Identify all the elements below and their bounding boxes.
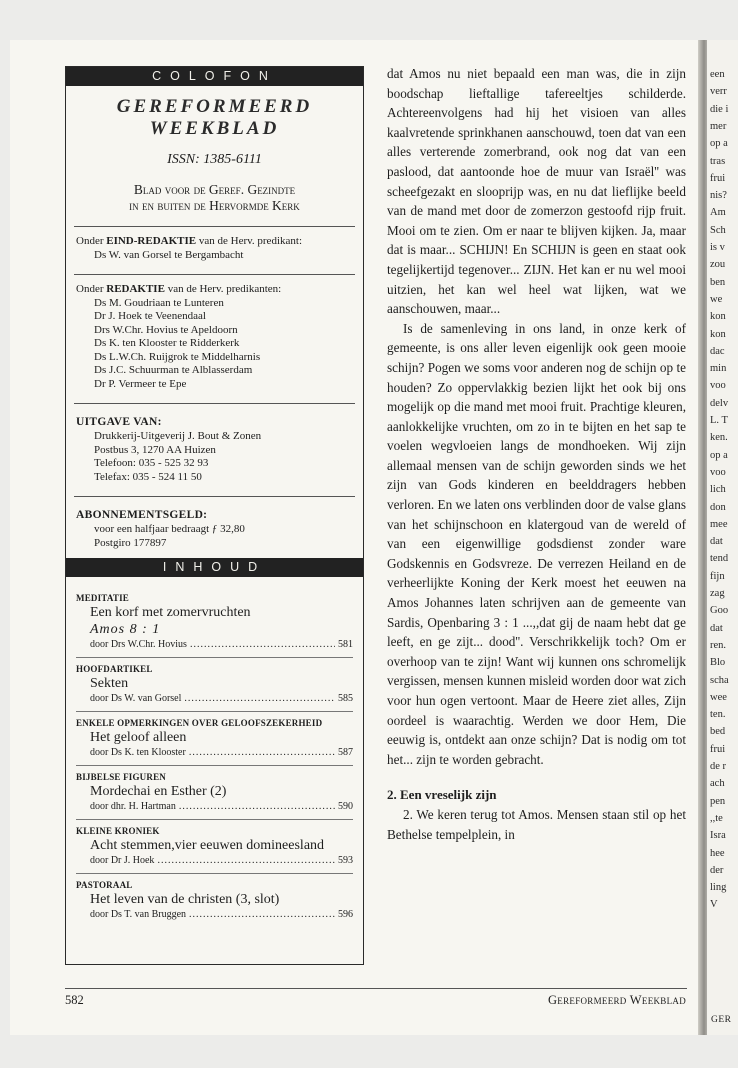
eind-prefix: Onder [76, 235, 104, 247]
toc-category: ENKELE OPMERKINGEN OVER GELOOFSZEKERHEID [76, 718, 323, 728]
next-page-fragment: Isra [710, 830, 726, 842]
abonnement-line: voor een halfjaar bedraagt ƒ 32,80 [94, 523, 245, 535]
toc-item[interactable] [76, 587, 353, 658]
next-page-fragment: op a [710, 449, 728, 461]
toc-leader [190, 638, 335, 652]
red-label: REDAKTIE [106, 283, 165, 295]
toc-leader [184, 692, 335, 706]
toc-leader [179, 800, 335, 814]
next-page-fragment: tend [710, 553, 729, 565]
abonnement-label: ABONNEMENTSGELD: [76, 509, 208, 521]
uitgave-line: Postbus 3, 1270 AA Huizen [94, 443, 216, 456]
toc-leader [157, 854, 335, 868]
toc-author-line [76, 854, 353, 868]
eind-label: EIND-REDAKTIE [106, 235, 197, 247]
next-page-fragment: frui [710, 743, 726, 755]
toc-leader [189, 746, 335, 760]
next-page-fragment: bed [710, 726, 726, 738]
toc-title: Mordechai en Esther (2) [90, 784, 227, 799]
next-page-fragment: ben [710, 276, 726, 288]
next-page-fragment: delv [710, 397, 729, 409]
toc-title: Een korf met zomervruchten [90, 605, 251, 620]
toc-page: 593 [338, 855, 353, 866]
next-page-fragment: dat [710, 622, 723, 634]
toc-author: door Ds K. ten Klooster [90, 747, 186, 758]
next-page-fragment: de r [710, 761, 727, 772]
next-page-fragment: der [710, 864, 724, 876]
toc-page: 581 [338, 639, 353, 650]
toc-author: door Drs W.Chr. Hovius [90, 639, 187, 650]
next-page-fragment: kon [710, 311, 726, 323]
next-page-fragment: ten. [710, 709, 726, 721]
toc-subtitle: Amos 8 : 1 [90, 622, 161, 637]
subtitle-line1: Blad voor de Geref. Gezindte [133, 182, 296, 197]
next-page-fragment: die i [710, 103, 729, 115]
toc-page: 596 [338, 909, 353, 920]
uitgave-line: Drukkerij-Uitgeverij J. Bout & Zonen [94, 430, 262, 442]
next-page-fragment: V [710, 899, 718, 911]
toc-author: door Ds T. van Bruggen [90, 909, 187, 920]
next-page-fragment: pen [710, 795, 726, 807]
toc-item[interactable] [76, 658, 353, 712]
next-page-fragment: Am [710, 207, 726, 219]
redaktie [76, 283, 353, 391]
table-of-contents [76, 587, 353, 927]
redaktie-member: Ds M. Goudriaan te Lunteren [94, 296, 224, 309]
article-column [387, 64, 686, 844]
redaktie-member: Dr P. Vermeer te Epe [94, 377, 187, 390]
section-heading: 2. Een vreselijk zijn [387, 787, 497, 803]
next-page-fragment: mer [710, 120, 727, 132]
toc-item[interactable] [76, 712, 353, 766]
next-page-fragment: zou [710, 259, 726, 271]
colofon-box [65, 66, 364, 965]
next-page-fragment: Sch [710, 224, 726, 236]
next-page-fragment: wee [710, 691, 727, 703]
toc-category: HOOFDARTIKEL [76, 664, 153, 674]
red-prefix: Onder [76, 283, 104, 295]
next-page-fragment: Blo [710, 657, 726, 669]
next-page-fragment: nis? [710, 190, 727, 202]
toc-item[interactable] [76, 874, 353, 927]
next-page-fragment: verr [710, 86, 727, 98]
divider [74, 496, 355, 497]
next-page-fragment: hee [710, 847, 725, 859]
next-page-fragment: lich [710, 484, 726, 496]
toc-page: 587 [338, 747, 353, 758]
next-page-fragment: Goo [710, 605, 729, 617]
toc-author: door Ds W. van Gorsel [90, 693, 182, 704]
article-paragraph: 2. We keren terug tot Amos. Mensen staan stil op het Bethelse tempelplein, in [387, 806, 686, 842]
redaktie-member: Ds K. ten Klooster te Ridderkerk [94, 337, 240, 349]
uitgave-label: UITGAVE VAN: [76, 416, 162, 428]
redaktie-member: Drs W.Chr. Hovius te Apeldoorn [94, 323, 238, 336]
running-title: Gereformeerd Weekblad [547, 993, 686, 1007]
next-page-fragment: een [710, 69, 725, 80]
eind-redaktie [76, 235, 353, 262]
toc-page: 585 [338, 693, 353, 704]
toc-category: KLEINE KRONIEK [76, 826, 160, 836]
magazine-subtitle [66, 182, 363, 214]
next-page-fragment: don [710, 501, 726, 513]
next-page-fragment: tras [710, 155, 726, 167]
toc-title: Het geloof alleen [90, 730, 187, 745]
inhoud-header: INHOUD [66, 558, 363, 577]
article-paragraph: dat Amos nu niet bepaald een man was, die in zijn boodschap lieftallige tafereeltjes schilderde. Achtereenvolgens had hij het visioen van alles kaalvretende sprinkhanen aanschouwd, toen dat van een alles verterende zomerbrand, ook nog dat van een paslood, dat aantoonde hoe de muur van Israël'' was scheefgezakt en slooprijp was, en nu dat lieflijke beeld van de mand met door de zomerzon gestoofd rijp fruit. Mooi om te zien. Om er naar te blijven kijken. Ja, maar dat is maar... SCHIJN! En SCHIJN is geen en staat ook tegelijkertijd tegenover... ZIJN. Het kan er nu wel mooi uitzien, het kan wel heel wat lijken, wat we aanschouwen, maar... [387, 66, 686, 317]
next-page-fragment: ling [710, 882, 727, 894]
magazine-title-line2: WEEKBLAD [149, 118, 280, 139]
next-page-fragment: fijn [710, 570, 725, 582]
next-page-fragment: kon [710, 328, 726, 340]
issn: ISSN: 1385-6111 [167, 152, 262, 167]
footer-rule [65, 988, 687, 989]
next-page-fragment: frui [710, 172, 726, 184]
redaktie-member: Ds J.C. Schuurman te Alblasserdam [94, 364, 253, 376]
next-page-fragment: ach [710, 778, 725, 790]
toc-leader [189, 908, 335, 922]
next-page-fragment: voo [710, 466, 726, 478]
uitgave-line: Telefax: 035 - 524 11 50 [94, 470, 202, 483]
eind-suffix: van de Herv. predikant: [198, 235, 302, 247]
magazine-title-line1: GEREFORMEERD [116, 96, 313, 117]
toc-category: PASTORAAL [76, 880, 133, 890]
abonnement [76, 523, 353, 550]
magazine-title [66, 96, 363, 140]
redaktie-member: Ds L.W.Ch. Ruijgrok te Middelharnis [94, 350, 261, 363]
next-page-footer: GER [711, 1015, 732, 1025]
toc-author-line [76, 746, 353, 760]
next-page-fragment: dac [710, 345, 725, 357]
toc-author: door Dr J. Hoek [90, 855, 155, 866]
next-page-fragment: ken. [710, 432, 728, 444]
next-page-fragment: zag [710, 588, 725, 599]
eind-name: Ds W. van Gorsel te Bergambacht [94, 248, 244, 261]
toc-author: door dhr. H. Hartman [90, 801, 176, 812]
toc-item[interactable] [76, 820, 353, 874]
uitgave-line: Telefoon: 035 - 525 32 93 [94, 457, 209, 469]
subtitle-line2: in en buiten de Hervormde Kerk [129, 198, 300, 213]
page-number: 582 [65, 993, 84, 1007]
toc-title: Het leven van de christen (3, slot) [90, 892, 280, 907]
article-paragraph: Is de samenleving in ons land, in onze kerk of gemeente, is ons aller leven eigenlijk ook geen mooie schijn? Pogen we soms voor anderen nog de schijn op te houden? Zo oppervlakkig bezien lijkt het ook bij ons mogelijk op die mand met mooi fruit. Prachtige kleuren, aanlokkelijke vruchten, om zo in te bijten en het sap te voelen wegvloeien langs de mondhoeken. Wij zijn allemaal mensen van de schijn geworden sinds we het zijn van Gods kinderen en beelddragers hebben verloren. En we laten ons verblinden door de valse glans van het schijnschoon en klatergoud van de wereld of van een eigenwillige godsdienst zonder ware Godskennis en Godsvreze. De verrezen Heiland en de verheerlijkte Koning der Kerk moest het eeuwen na Amos Johannes laten schrijven aan de gemeente van Sardis, Openbaring 3 : 1 ...,,dat gij de naam hebt dat ge leeft, en ge zijt... dood''. Verschrikkelijk toch? Om er overhoop van te zijn! Want wij kunnen ons schromelijk vergissen, mensen kunnen misleid worden door wat zich voor hun ogen vertoont. Maar de Heere ziet alles, Zijn oordeel is waarachtig. Werden we door Hem, Die eeuwig is, ontdekt aan onze schijn? Dat is nodig om tot het... zijn te worden gebracht. [387, 320, 686, 767]
toc-author-line [76, 800, 353, 814]
toc-author-line [76, 692, 353, 706]
next-page-fragment: L. T [710, 415, 728, 426]
colofon-header: COLOFON [66, 67, 363, 86]
next-page-fragment: voo [710, 380, 726, 392]
toc-category: MEDITATIE [76, 593, 129, 603]
next-page-fragment: ren. [710, 639, 727, 651]
redaktie-member: Dr J. Hoek te Veenendaal [94, 310, 206, 322]
next-page-fragment: we [710, 293, 723, 305]
toc-author-line [76, 908, 353, 922]
toc-category: BIJBELSE FIGUREN [76, 772, 166, 782]
next-page-fragment: scha [710, 674, 729, 686]
toc-title: Sekten [90, 676, 129, 691]
toc-title: Acht stemmen,vier eeuwen domineesland [90, 838, 325, 853]
red-suffix: van de Herv. predikanten: [167, 283, 282, 295]
next-page-fragment: mee [710, 518, 728, 530]
next-page-fragment: min [710, 363, 727, 375]
next-page-fragment: ,,te [710, 812, 723, 824]
divider [74, 226, 355, 227]
next-page-fragment: dat [710, 536, 723, 548]
divider [74, 274, 355, 275]
divider [74, 403, 355, 404]
next-page-fragment: op a [710, 138, 728, 150]
toc-item[interactable] [76, 766, 353, 820]
uitgave [76, 430, 353, 484]
toc-page: 590 [338, 801, 353, 812]
next-page-fragment: is v [710, 242, 725, 253]
abonnement-line: Postgiro 177897 [94, 536, 167, 549]
next-page-edge [707, 40, 738, 1035]
toc-author-line [76, 638, 353, 652]
